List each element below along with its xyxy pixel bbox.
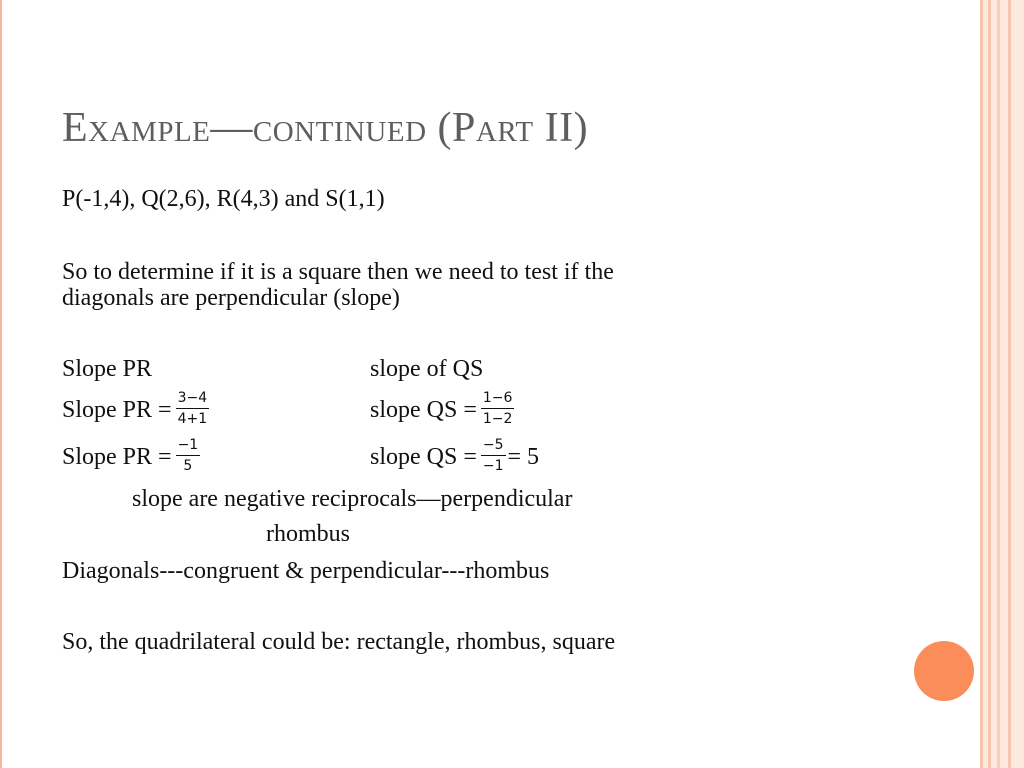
points-line: P(-1,4), Q(2,6), R(4,3) and S(1,1) [62, 186, 385, 212]
slope-pr-row1 [62, 390, 211, 427]
decorative-stripes [980, 0, 1024, 768]
slope-pr-header: Slope PR [62, 356, 153, 382]
decorative-circle [914, 641, 974, 701]
diagonals-line: Diagonals---congruent & perpendicular---rhombus [62, 558, 550, 584]
slope-qs-fraction [481, 437, 506, 474]
slope-qs-result: = 5 [507, 444, 540, 471]
slope-pr-row2 [62, 437, 202, 474]
slope-pr-fraction [176, 390, 210, 427]
slope-pr-label: Slope PR = [62, 444, 172, 471]
slope-pr-fraction [176, 437, 201, 474]
fraction-denominator: 4+1 [177, 411, 208, 427]
conclusion-rhombus: rhombus [266, 521, 350, 547]
slope-qs-fraction [481, 390, 515, 427]
final-line: So, the quadrilateral could be: rectangle, rhombus, square [62, 629, 616, 655]
slide-title: Example—continued (Part II) [62, 105, 589, 151]
fraction-numerator: −1 [176, 437, 201, 456]
fraction-denominator: −1 [482, 458, 504, 474]
conclusion-perpendicular: slope are negative reciprocals—perpendicular [132, 486, 573, 512]
fraction-numerator: 1−6 [481, 390, 515, 409]
slope-qs-label: slope QS = [370, 397, 477, 424]
fraction-numerator: −5 [481, 437, 506, 456]
slope-qs-row2 [370, 437, 540, 474]
slope-qs-row1 [370, 390, 516, 427]
fraction-numerator: 3−4 [176, 390, 210, 409]
left-border [0, 0, 8, 768]
fraction-denominator: 5 [183, 458, 193, 474]
paragraph-line-2: diagonals are perpendicular (slope) [62, 285, 400, 311]
slope-qs-label: slope QS = [370, 444, 477, 471]
paragraph-line-1: So to determine if it is a square then we need to test if the [62, 259, 614, 285]
fraction-denominator: 1−2 [482, 411, 513, 427]
slope-qs-header: slope of QS [370, 356, 484, 382]
slope-pr-label: Slope PR = [62, 397, 172, 424]
